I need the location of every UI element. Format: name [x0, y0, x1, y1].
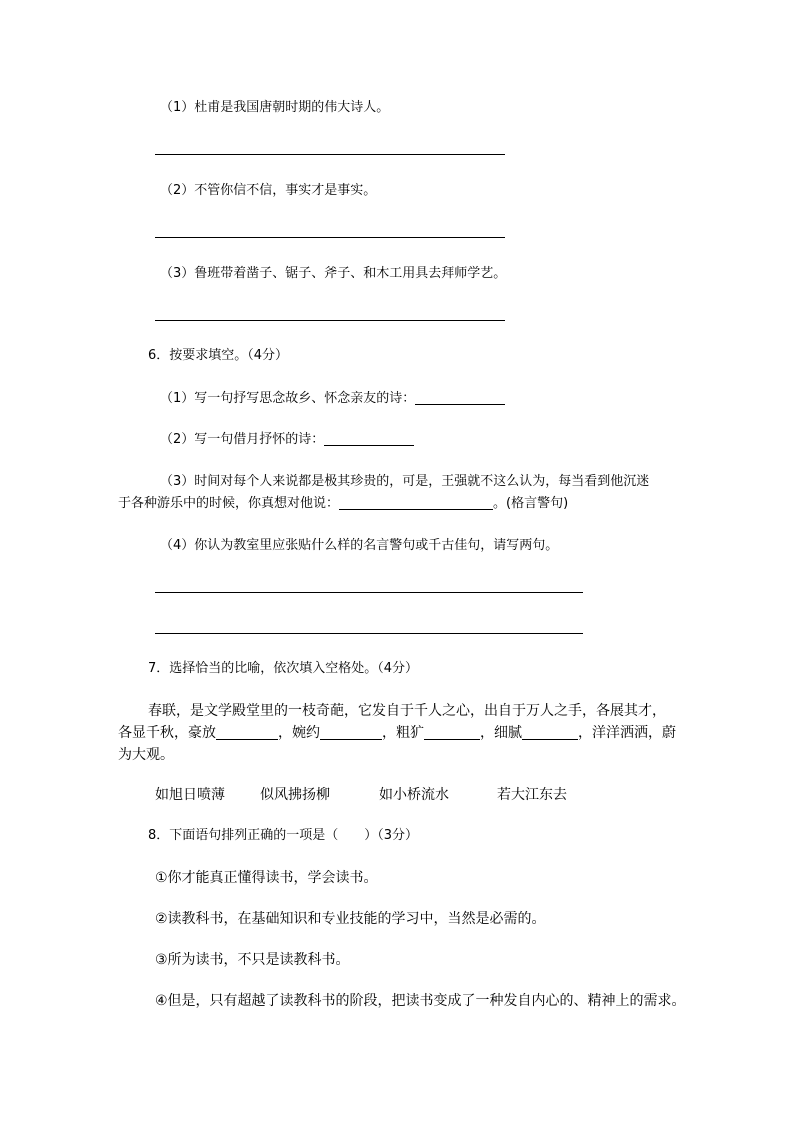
q7-para-line1: 春联，是文学殿堂里的一枝奇葩，它发自于千人之心，出自于万人之手，各展其才，: [148, 703, 666, 719]
answer-line-4[interactable]: [155, 592, 583, 593]
q7-text-b: ，婉约: [278, 725, 320, 741]
q6-item-1-text: （1）写一句抒写思念故乡、怀念亲友的诗：: [160, 391, 416, 406]
q6-item-3-line1: （3）时间对每个人来说都是极其珍贵的，可是，王强就不这么认为，每当看到他沉迷: [160, 474, 650, 489]
q7-para-line3: 为大观。: [118, 747, 174, 763]
answer-line-2[interactable]: [155, 237, 505, 238]
q7-text-e: ，洋洋洒洒，蔚: [578, 725, 676, 741]
q6-item-2-blank[interactable]: [324, 431, 414, 446]
q8-sentence-4: ④但是，只有超越了读教科书的阶段，把读书变成了一种发自内心的、精神上的需求。: [155, 993, 686, 1009]
q7-blank-1[interactable]: [216, 725, 278, 740]
q7-text-a: 各显千秋，豪放: [118, 725, 216, 741]
q5-item-3: （3）鲁班带着凿子、锯子、斧子、和木工用具去拜师学艺。: [160, 266, 507, 281]
q7-text-c: ，粗犷: [382, 725, 424, 741]
q7-option-1: 如旭日喷薄: [155, 787, 225, 803]
q7-blank-3[interactable]: [424, 725, 480, 740]
q7-text-d: ，细腻: [480, 725, 522, 741]
q6-item-3-prefix: 于各种游乐中的时候，你真想对他说：: [118, 496, 340, 511]
q7-para-line2: [118, 723, 676, 743]
q7-blank-2[interactable]: [320, 725, 382, 740]
q8-title: 8．下面语句排列正确的一项是（ ）（3分）: [148, 828, 419, 843]
q6-title: 6．按要求填空。（4分）: [148, 348, 289, 363]
q7-blank-4[interactable]: [522, 725, 578, 740]
q6-item-3-line2: [118, 494, 568, 514]
answer-line-3[interactable]: [155, 320, 505, 321]
q7-title: 7．选择恰当的比喻，依次填入空格处。（4分）: [148, 661, 419, 676]
q6-item-4: （4）你认为教室里应张贴什么样的名言警句或千古佳句，请写两句。: [160, 538, 559, 553]
q5-item-1: （1）杜甫是我国唐朝时期的伟大诗人。: [160, 100, 390, 115]
q6-item-1: [160, 389, 505, 409]
q8-sentence-3: ③所为读书，不只是读教科书。: [155, 952, 350, 968]
q7-option-2: 似风拂扬柳: [260, 787, 330, 803]
q7-option-3: 如小桥流水: [379, 787, 449, 803]
q6-item-3-suffix: 。(格言警句): [493, 496, 569, 511]
q6-item-2: [160, 430, 414, 450]
q6-item-3-blank[interactable]: [339, 495, 493, 510]
q8-sentence-1: ①你才能真正懂得读书，学会读书。: [155, 870, 378, 886]
answer-line-5[interactable]: [155, 633, 583, 634]
q7-option-4: 若大江东去: [497, 787, 567, 803]
q5-item-2: （2）不管你信不信，事实才是事实。: [160, 183, 377, 198]
answer-line-1[interactable]: [155, 154, 505, 155]
q6-item-1-blank[interactable]: [415, 390, 505, 405]
q8-sentence-2: ②读教科书，在基础知识和专业技能的学习中，当然是必需的。: [155, 911, 546, 927]
q6-item-2-text: （2）写一句借月抒怀的诗：: [160, 432, 325, 447]
